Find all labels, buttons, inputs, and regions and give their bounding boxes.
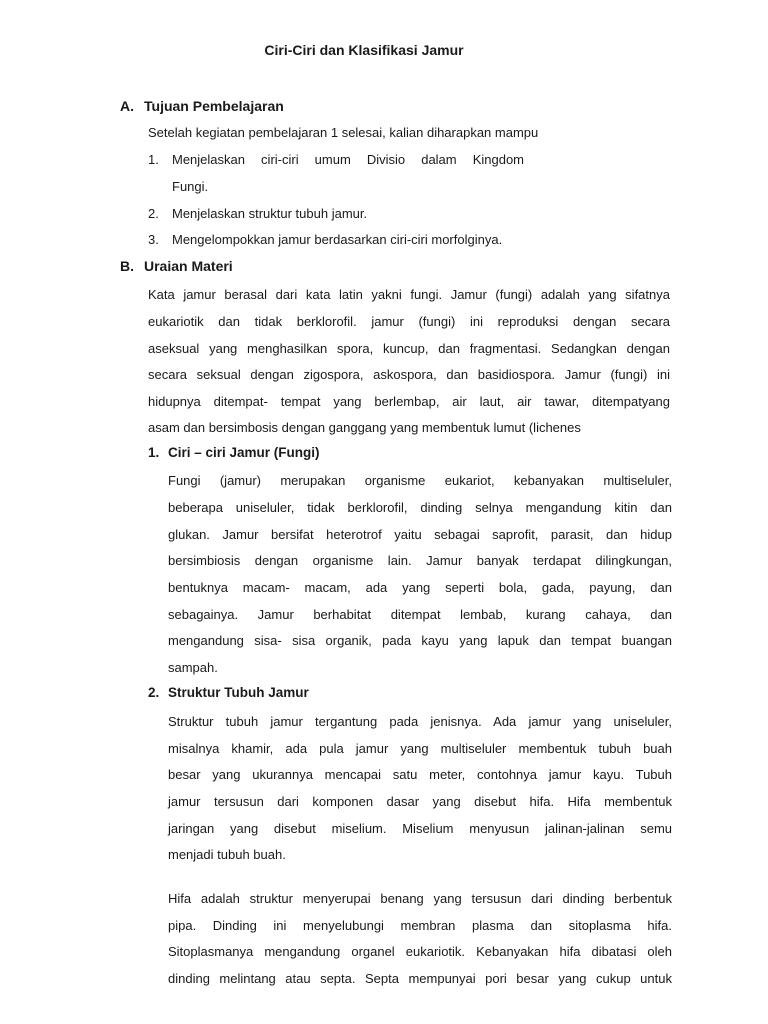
objective-2-number: 2.	[148, 206, 159, 221]
subsection-2-title: Struktur Tubuh Jamur	[168, 685, 309, 700]
body-line: jaringan yang disebut miselium. Miselium menyusun jalinan-jalinan semu	[168, 821, 672, 836]
body-line: pipa. Dinding ini menyelubungi membran plasma dan sitoplasma hifa.	[168, 918, 672, 933]
subsection-2-number: 2.	[148, 685, 160, 700]
objective-1-line-1: Menjelaskan ciri-ciri umum Divisio dalam Kingdom	[172, 152, 524, 167]
document-title: Ciri-Ciri dan Klasifikasi Jamur	[264, 42, 464, 58]
section-a-intro: Setelah kegiatan pembelajaran 1 selesai, kalian diharapkan mampu	[148, 125, 539, 140]
body-line: Struktur tubuh jamur tergantung pada jenisnya. Ada jamur yang uniseluler,	[168, 714, 672, 729]
body-line: mengandung sisa- sisa organik, pada kayu yang lapuk dan tempat buangan	[168, 633, 672, 648]
body-line: bentuknya macam- macam, ada yang seperti bola, gada, payung, dan	[168, 580, 672, 595]
body-line: sebagainya. Jamur berhabitat ditempat lembab, kurang cahaya, dan	[168, 607, 672, 622]
subsection-1-heading	[148, 445, 320, 460]
body-line: jamur tersusun dari komponen dasar yang disebut hifa. Hifa membentuk	[168, 794, 672, 809]
objective-3-text: Mengelompokkan jamur berdasarkan ciri-ciri morfolginya.	[172, 232, 503, 247]
section-a-title: Tujuan Pembelajaran	[144, 98, 284, 114]
body-line: beberapa uniseluler, tidak berklorofil, dinding selnya mengandung kitin dan	[168, 500, 672, 515]
subsection-2-heading	[148, 685, 309, 700]
intro-line: eukariotik dan tidak berklorofil. jamur (fungi) ini reproduksi dengan secara	[148, 314, 670, 329]
section-a-heading	[120, 98, 284, 114]
body-line: sampah.	[168, 660, 218, 675]
objective-3-number: 3.	[148, 232, 159, 247]
intro-line: aseksual yang menghasilkan spora, kuncup, dan fragmentasi. Sedangkan dengan	[148, 341, 670, 356]
body-line: menjadi tubuh buah.	[168, 847, 286, 862]
body-line: besar yang ukurannya mencapai satu meter, contohnya jamur kayu. Tubuh	[168, 767, 672, 782]
body-line: Fungi (jamur) merupakan organisme eukariot, kebanyakan multiseluler,	[168, 473, 672, 488]
objective-1-number: 1.	[148, 152, 159, 167]
body-line: Hifa adalah struktur menyerupai benang yang tersusun dari dinding berbentuk	[168, 891, 672, 906]
subsection-1-number: 1.	[148, 445, 160, 460]
body-line: bersimbiosis dengan organisme lain. Jamur banyak terdapat dilingkungan,	[168, 553, 672, 568]
subsection-1-title: Ciri – ciri Jamur (Fungi)	[168, 445, 320, 460]
intro-line: hidupnya ditempat- tempat yang berlembap, air laut, air tawar, ditempatyang	[148, 394, 670, 409]
body-line: misalnya khamir, ada pula jamur yang multiseluler membentuk tubuh buah	[168, 741, 672, 756]
objective-1-line-2: Fungi.	[172, 179, 209, 194]
intro-line: asam dan bersimbosis dengan ganggang yang membentuk lumut (lichenes	[148, 420, 581, 435]
section-b-heading	[120, 258, 233, 274]
body-line: dinding melintang atau septa. Septa mempunyai pori besar yang cukup untuk	[168, 971, 672, 986]
section-b-marker: B.	[120, 258, 134, 274]
intro-line: Kata jamur berasal dari kata latin yakni fungi. Jamur (fungi) adalah yang sifatnya	[148, 287, 670, 302]
section-b-title: Uraian Materi	[144, 258, 233, 274]
intro-line: secara seksual dengan zigospora, askospora, dan basidiospora. Jamur (fungi) ini	[148, 367, 670, 382]
objective-2-text: Menjelaskan struktur tubuh jamur.	[172, 206, 368, 221]
body-line: Sitoplasmanya mengandung organel eukariotik. Kebanyakan hifa dibatasi oleh	[168, 944, 672, 959]
body-line: glukan. Jamur bersifat heterotrof yaitu sebagai saprofit, parasit, dan hidup	[168, 527, 672, 542]
section-a-marker: A.	[120, 98, 134, 114]
